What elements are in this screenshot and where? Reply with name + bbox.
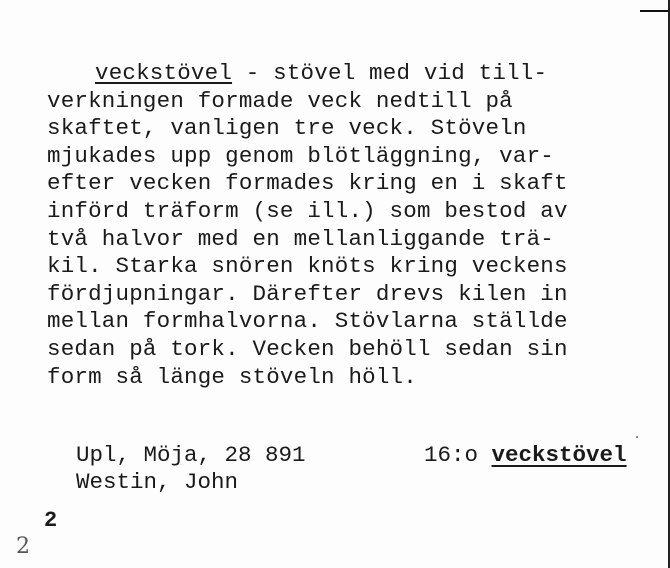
definition-line: kil. Starka snören knöts kring veckens bbox=[47, 253, 568, 280]
speck bbox=[636, 436, 638, 438]
place-line: Upl, Möja, 28 891 bbox=[76, 442, 306, 468]
source-block bbox=[76, 442, 306, 496]
page-number: 2 bbox=[44, 508, 58, 533]
definition-line: två halvor med en mellanliggande trä- bbox=[47, 225, 554, 252]
headword-in-text: veckstövel bbox=[95, 60, 233, 86]
definition-line: fördjupningar. Därefter drevs kilen in bbox=[47, 280, 568, 307]
definition-text bbox=[47, 60, 667, 391]
definition-line: efter vecken formades kring en i skaft bbox=[47, 170, 568, 197]
definition-line: skaftet, vanligen tre veck. Stöveln bbox=[47, 115, 527, 142]
definition-line: sedan på tork. Vecken behöll sedan sin bbox=[47, 335, 568, 362]
classification bbox=[424, 442, 627, 469]
headword-label: veckstövel bbox=[491, 442, 627, 468]
definition-line: verkningen formade veck nedtill på bbox=[47, 87, 513, 114]
informant-name: Westin, John bbox=[76, 469, 239, 495]
corner-mark bbox=[640, 10, 668, 12]
definition-line-1 bbox=[47, 60, 667, 88]
definition-line: mjukades upp genom blötläggning, var- bbox=[47, 142, 554, 169]
category-code: 16:o bbox=[424, 442, 479, 468]
first-line-rest: - stövel med vid till- bbox=[232, 60, 548, 86]
definition-line: införd träform (se ill.) som bestod av bbox=[47, 197, 568, 224]
definition-line: mellan formhalvorna. Stövlarna ställde bbox=[47, 308, 568, 335]
definition-line: form så länge stöveln höll. bbox=[47, 363, 417, 390]
handwritten-page-number: 2 bbox=[16, 534, 30, 559]
